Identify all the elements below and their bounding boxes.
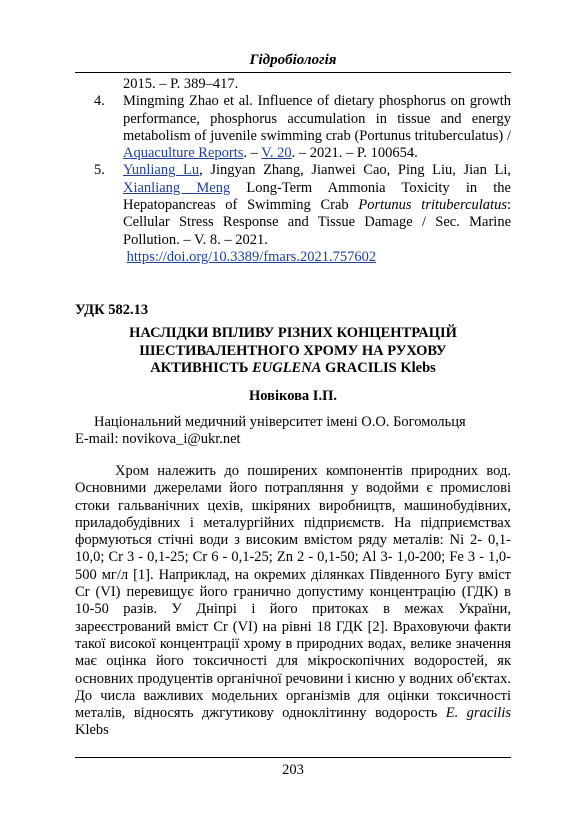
journal-link[interactable]: Aquaculture Reports <box>123 145 244 162</box>
reference-list <box>94 76 511 266</box>
species-name: E. gracilis <box>445 705 511 722</box>
species-name: Portunus trituberculatus <box>358 197 507 214</box>
author-email: E-mail: novikova_i@ukr.net <box>75 431 241 447</box>
reference-number: 4. <box>94 93 105 110</box>
page-number: 203 <box>282 762 304 778</box>
reference-text: . – 2021. – P. 100654. <box>291 145 418 162</box>
reference-text: 2015. – P. 389–417. <box>123 76 239 92</box>
reference-item-5 <box>94 162 511 266</box>
reference-continuation <box>94 76 511 93</box>
reference-text: , Jingyan Zhang, Jianwei Cao, Ping Liu, Jian Li, <box>199 162 511 179</box>
article-title <box>75 325 511 378</box>
doi-link[interactable]: https://doi.org/10.3389/fmars.2021.757602 <box>126 248 377 265</box>
affiliation: Національний медичний університет імені О.О. Богомольця <box>94 414 466 430</box>
running-header: Гідробіологія <box>249 52 337 68</box>
author-link[interactable]: Yunliang Lu <box>123 162 200 179</box>
author-name: Новікова І.П. <box>249 388 337 404</box>
body-text: Klebs <box>75 722 109 739</box>
title-line <box>75 360 511 378</box>
title-text: АКТИВНІСТЬ <box>150 360 253 376</box>
udc-code: УДК 582.13 <box>75 302 149 318</box>
reference-item-4 <box>94 93 511 162</box>
volume-link[interactable]: V. 20 <box>261 145 292 162</box>
reference-text: Long-Term Ammonia Toxicity in the Hepatopancreas of Swimming Crab <box>123 179 511 214</box>
title-italic: EUGLENA <box>252 360 322 376</box>
body-text: Хром належить до поширених компонентів природних вод. Основними джерелами його потрапляння у водойми є промислові стоки гальванічних цехів, шкіряних виробництв, машинобудівних, приладобудівних і металургійних підприємств. На підприємствах формуються стічні води з високим вмістом ряду металів: Ni 2- 0,1-10,0; Cr 3 - 0,1-25; Cr 6 - 0,1-25; Zn 2 - 0,1-50; Al 3- 1,0-200; Fe 3 - 1,0-500 мг/л [1]. Наприклад, на окремих ділянках Південного Бугу вміст Cr (VI) перевищує його гранично допустиму концентрацію (ГДК) в 10-50 разів. У Дніпрі і його притоках в межах України, зареєстрований вміст Cr (VI) на рівні 18 ГДК [2]. Враховуючи факти такої високої концентрації хрому в природних водах, велике значення має оцінка його токсичності для мікроскопічних водоростей, як основних продуцентів органічної речовини і кисню у водних об'єктах. До числа важливих модельних організмів для оцінки токсичності металів, відносять джгутикову одноклітинну водорость <box>75 463 511 722</box>
body-paragraph <box>75 463 511 740</box>
title-line: ШЕСТИВАЛЕНТНОГО ХРОМУ НА РУХОВУ <box>139 342 447 359</box>
title-text: GRACILIS Klebs <box>321 360 436 376</box>
footer-divider <box>75 757 511 758</box>
reference-text: Mingming Zhao et al. Influence of dietary phosphorus on growth performance, phosphorus accumulation in tissue and energy metabolism of juvenile swimming crab (Portunus trituberculatus) / <box>123 93 511 144</box>
reference-text: : Cellular Stress Response and Tissue Damage / Sec. Marine Pollution. – V. 8. – 2021. <box>123 197 511 248</box>
reference-number: 5. <box>94 162 105 179</box>
header-divider <box>75 72 511 73</box>
title-line: НАСЛІДКИ ВПЛИВУ РІЗНИХ КОНЦЕНТРАЦІЙ <box>129 325 457 341</box>
reference-text: . – <box>243 145 262 162</box>
author-link[interactable]: Xianliang Meng <box>123 179 231 196</box>
